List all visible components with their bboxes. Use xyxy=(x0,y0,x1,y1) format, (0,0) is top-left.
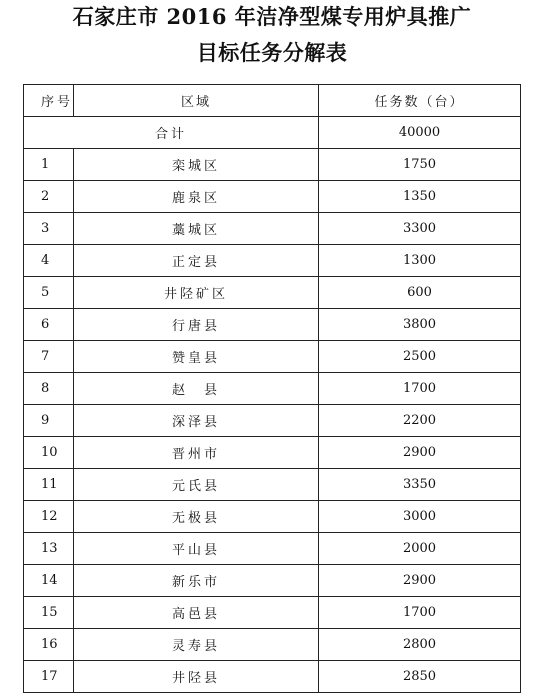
table-row xyxy=(24,565,521,597)
row-area: 深泽县 xyxy=(74,405,319,437)
row-area: 行唐县 xyxy=(74,309,319,341)
row-count: 2800 xyxy=(319,629,521,661)
table-row xyxy=(24,181,521,213)
row-count: 2000 xyxy=(319,533,521,565)
row-no: 5 xyxy=(24,277,74,309)
row-area: 无极县 xyxy=(74,501,319,533)
task-table xyxy=(23,84,521,693)
row-no: 7 xyxy=(24,341,74,373)
table-row xyxy=(24,661,521,693)
row-no: 9 xyxy=(24,405,74,437)
row-area: 赵 县 xyxy=(74,373,319,405)
total-label: 合计 xyxy=(24,117,319,149)
header-no: 序号 xyxy=(24,85,74,117)
row-no: 12 xyxy=(24,501,74,533)
row-count: 1300 xyxy=(319,245,521,277)
row-count: 2850 xyxy=(319,661,521,693)
row-no: 8 xyxy=(24,373,74,405)
row-area: 晋州市 xyxy=(74,437,319,469)
table-row xyxy=(24,373,521,405)
row-count: 2900 xyxy=(319,437,521,469)
table-row xyxy=(24,501,521,533)
row-no: 17 xyxy=(24,661,74,693)
row-no: 2 xyxy=(24,181,74,213)
row-no: 14 xyxy=(24,565,74,597)
row-count: 3800 xyxy=(319,309,521,341)
row-count: 3000 xyxy=(319,501,521,533)
row-no: 13 xyxy=(24,533,74,565)
table-row xyxy=(24,277,521,309)
document-title-line2: 目标任务分解表 xyxy=(196,40,348,65)
table-row xyxy=(24,309,521,341)
row-area: 井陉县 xyxy=(74,661,319,693)
row-area: 元氏县 xyxy=(74,469,319,501)
row-no: 3 xyxy=(24,213,74,245)
row-count: 3350 xyxy=(319,469,521,501)
row-count: 1750 xyxy=(319,149,521,181)
row-count: 3300 xyxy=(319,213,521,245)
row-area: 新乐市 xyxy=(74,565,319,597)
table-header-row xyxy=(24,85,521,117)
total-count: 40000 xyxy=(319,117,521,149)
table-row xyxy=(24,597,521,629)
table-row xyxy=(24,533,521,565)
row-count: 1350 xyxy=(319,181,521,213)
row-area: 栾城区 xyxy=(74,149,319,181)
row-count: 2900 xyxy=(319,565,521,597)
table-row xyxy=(24,629,521,661)
row-no: 4 xyxy=(24,245,74,277)
row-count: 600 xyxy=(319,277,521,309)
row-no: 6 xyxy=(24,309,74,341)
table-row xyxy=(24,149,521,181)
row-area: 鹿泉区 xyxy=(74,181,319,213)
row-area: 藁城区 xyxy=(74,213,319,245)
row-count: 1700 xyxy=(319,597,521,629)
row-area: 正定县 xyxy=(74,245,319,277)
row-count: 2200 xyxy=(319,405,521,437)
row-count: 2500 xyxy=(319,341,521,373)
row-area: 灵寿县 xyxy=(74,629,319,661)
row-no: 16 xyxy=(24,629,74,661)
row-no: 15 xyxy=(24,597,74,629)
row-no: 10 xyxy=(24,437,74,469)
table-row xyxy=(24,213,521,245)
row-no: 11 xyxy=(24,469,74,501)
row-area: 井陉矿区 xyxy=(74,277,319,309)
header-count: 任务数（台） xyxy=(319,85,521,117)
row-area: 高邑县 xyxy=(74,597,319,629)
table-row xyxy=(24,405,521,437)
row-area: 平山县 xyxy=(74,533,319,565)
table-row xyxy=(24,245,521,277)
document-title-line1: 石家庄市 2016 年洁净型煤专用炉具推广 xyxy=(72,4,472,29)
total-row xyxy=(24,117,521,149)
header-area: 区域 xyxy=(74,85,319,117)
table-row xyxy=(24,437,521,469)
row-no: 1 xyxy=(24,149,74,181)
table-row xyxy=(24,469,521,501)
table-row xyxy=(24,341,521,373)
row-count: 1700 xyxy=(319,373,521,405)
row-area: 赞皇县 xyxy=(74,341,319,373)
